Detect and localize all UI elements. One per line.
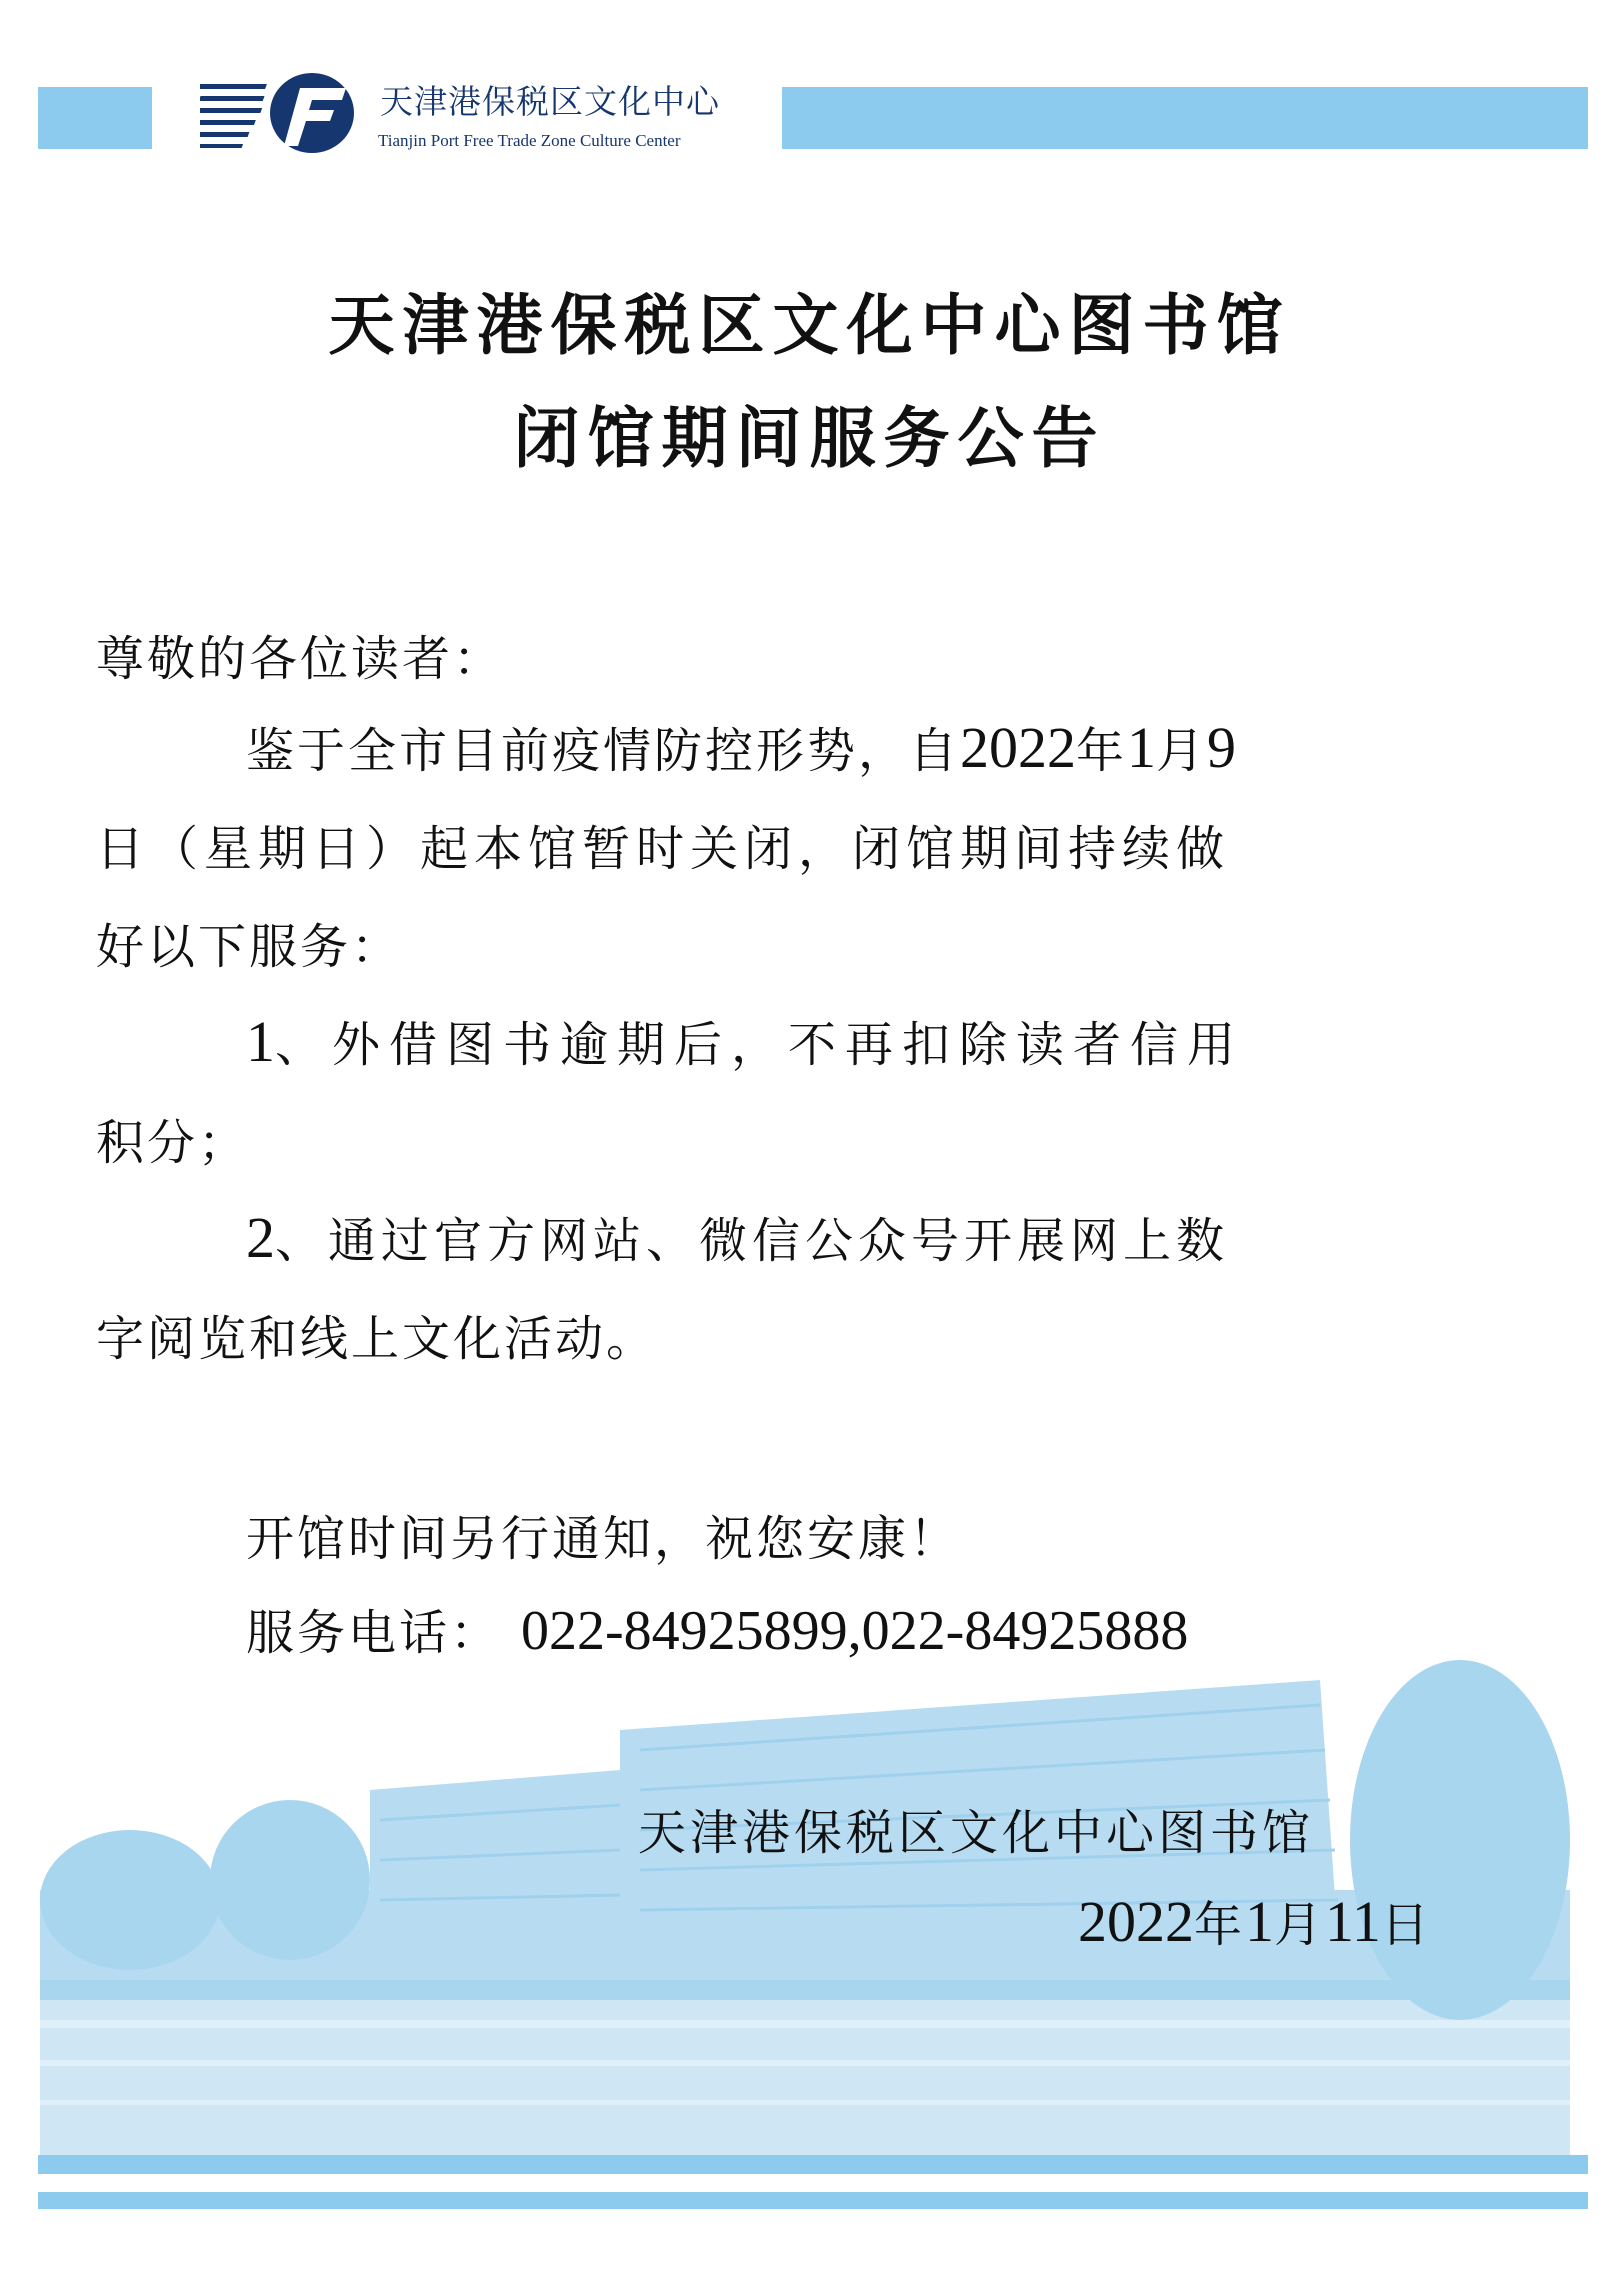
- page-title-line-2: 闭馆期间服务公告: [513, 400, 1106, 477]
- item-1-number: 1: [246, 1009, 275, 1074]
- hotline-numbers: 022-84925899,022-84925888: [521, 1600, 1189, 1662]
- logo-name-cn: 天津港保税区文化中心: [380, 82, 720, 121]
- paragraph-1-line-1: [246, 712, 1236, 781]
- p1-year: 2022: [960, 715, 1077, 780]
- sign-month-char: 月: [1274, 1897, 1326, 1953]
- sign-day: 11: [1325, 1889, 1381, 1954]
- p1-month: 1: [1127, 715, 1157, 780]
- reopening-notice: 开馆时间另行通知，祝您安康！: [246, 1511, 961, 1567]
- item-2-line-2: 字阅览和线上文化活动。: [96, 1311, 658, 1367]
- sign-month: 1: [1245, 1889, 1275, 1954]
- signature-date: [1078, 1886, 1432, 1955]
- p1-text-a: 鉴于全市目前疫情防控形势，自: [246, 723, 961, 779]
- p1-day: 9: [1207, 715, 1237, 780]
- page-title-line-1: 天津港保税区文化中心图书馆: [328, 287, 1291, 364]
- service-hotline: [246, 1594, 1188, 1663]
- signature-org: 天津港保税区文化中心图书馆: [638, 1805, 1315, 1861]
- item-1-line-1: [246, 1006, 1244, 1075]
- salutation: 尊敬的各位读者：: [96, 631, 505, 687]
- sign-year: 2022: [1078, 1889, 1194, 1954]
- logo-name-en: Tianjin Port Free Trade Zone Culture Center: [378, 131, 681, 150]
- item-1-text: 、外借图书逾期后，不再扣除读者信用: [275, 1017, 1245, 1073]
- header-band-left: [38, 87, 152, 149]
- sign-year-char: 年: [1194, 1897, 1246, 1953]
- item-2-line-1: [246, 1202, 1229, 1271]
- paragraph-1-line-3: 好以下服务：: [96, 919, 403, 975]
- p1-month-char: 月: [1156, 723, 1208, 779]
- paragraph-1-line-2: 日（星期日）起本馆暂时关闭，闭馆期间持续做: [96, 821, 1231, 877]
- item-2-number: 2: [246, 1205, 275, 1270]
- footer-band-1: [38, 2155, 1588, 2174]
- p1-year-char: 年: [1076, 723, 1128, 779]
- item-1-line-2: 积分；: [96, 1115, 250, 1171]
- sign-day-char: 日: [1380, 1897, 1432, 1953]
- item-2-text: 、通过官方网站、微信公众号开展网上数: [275, 1213, 1230, 1269]
- hotline-label: 服务电话：: [246, 1605, 502, 1661]
- f-letter-logo-icon: [200, 70, 360, 155]
- footer-band-2: [38, 2192, 1588, 2209]
- header-band-right: [782, 87, 1588, 149]
